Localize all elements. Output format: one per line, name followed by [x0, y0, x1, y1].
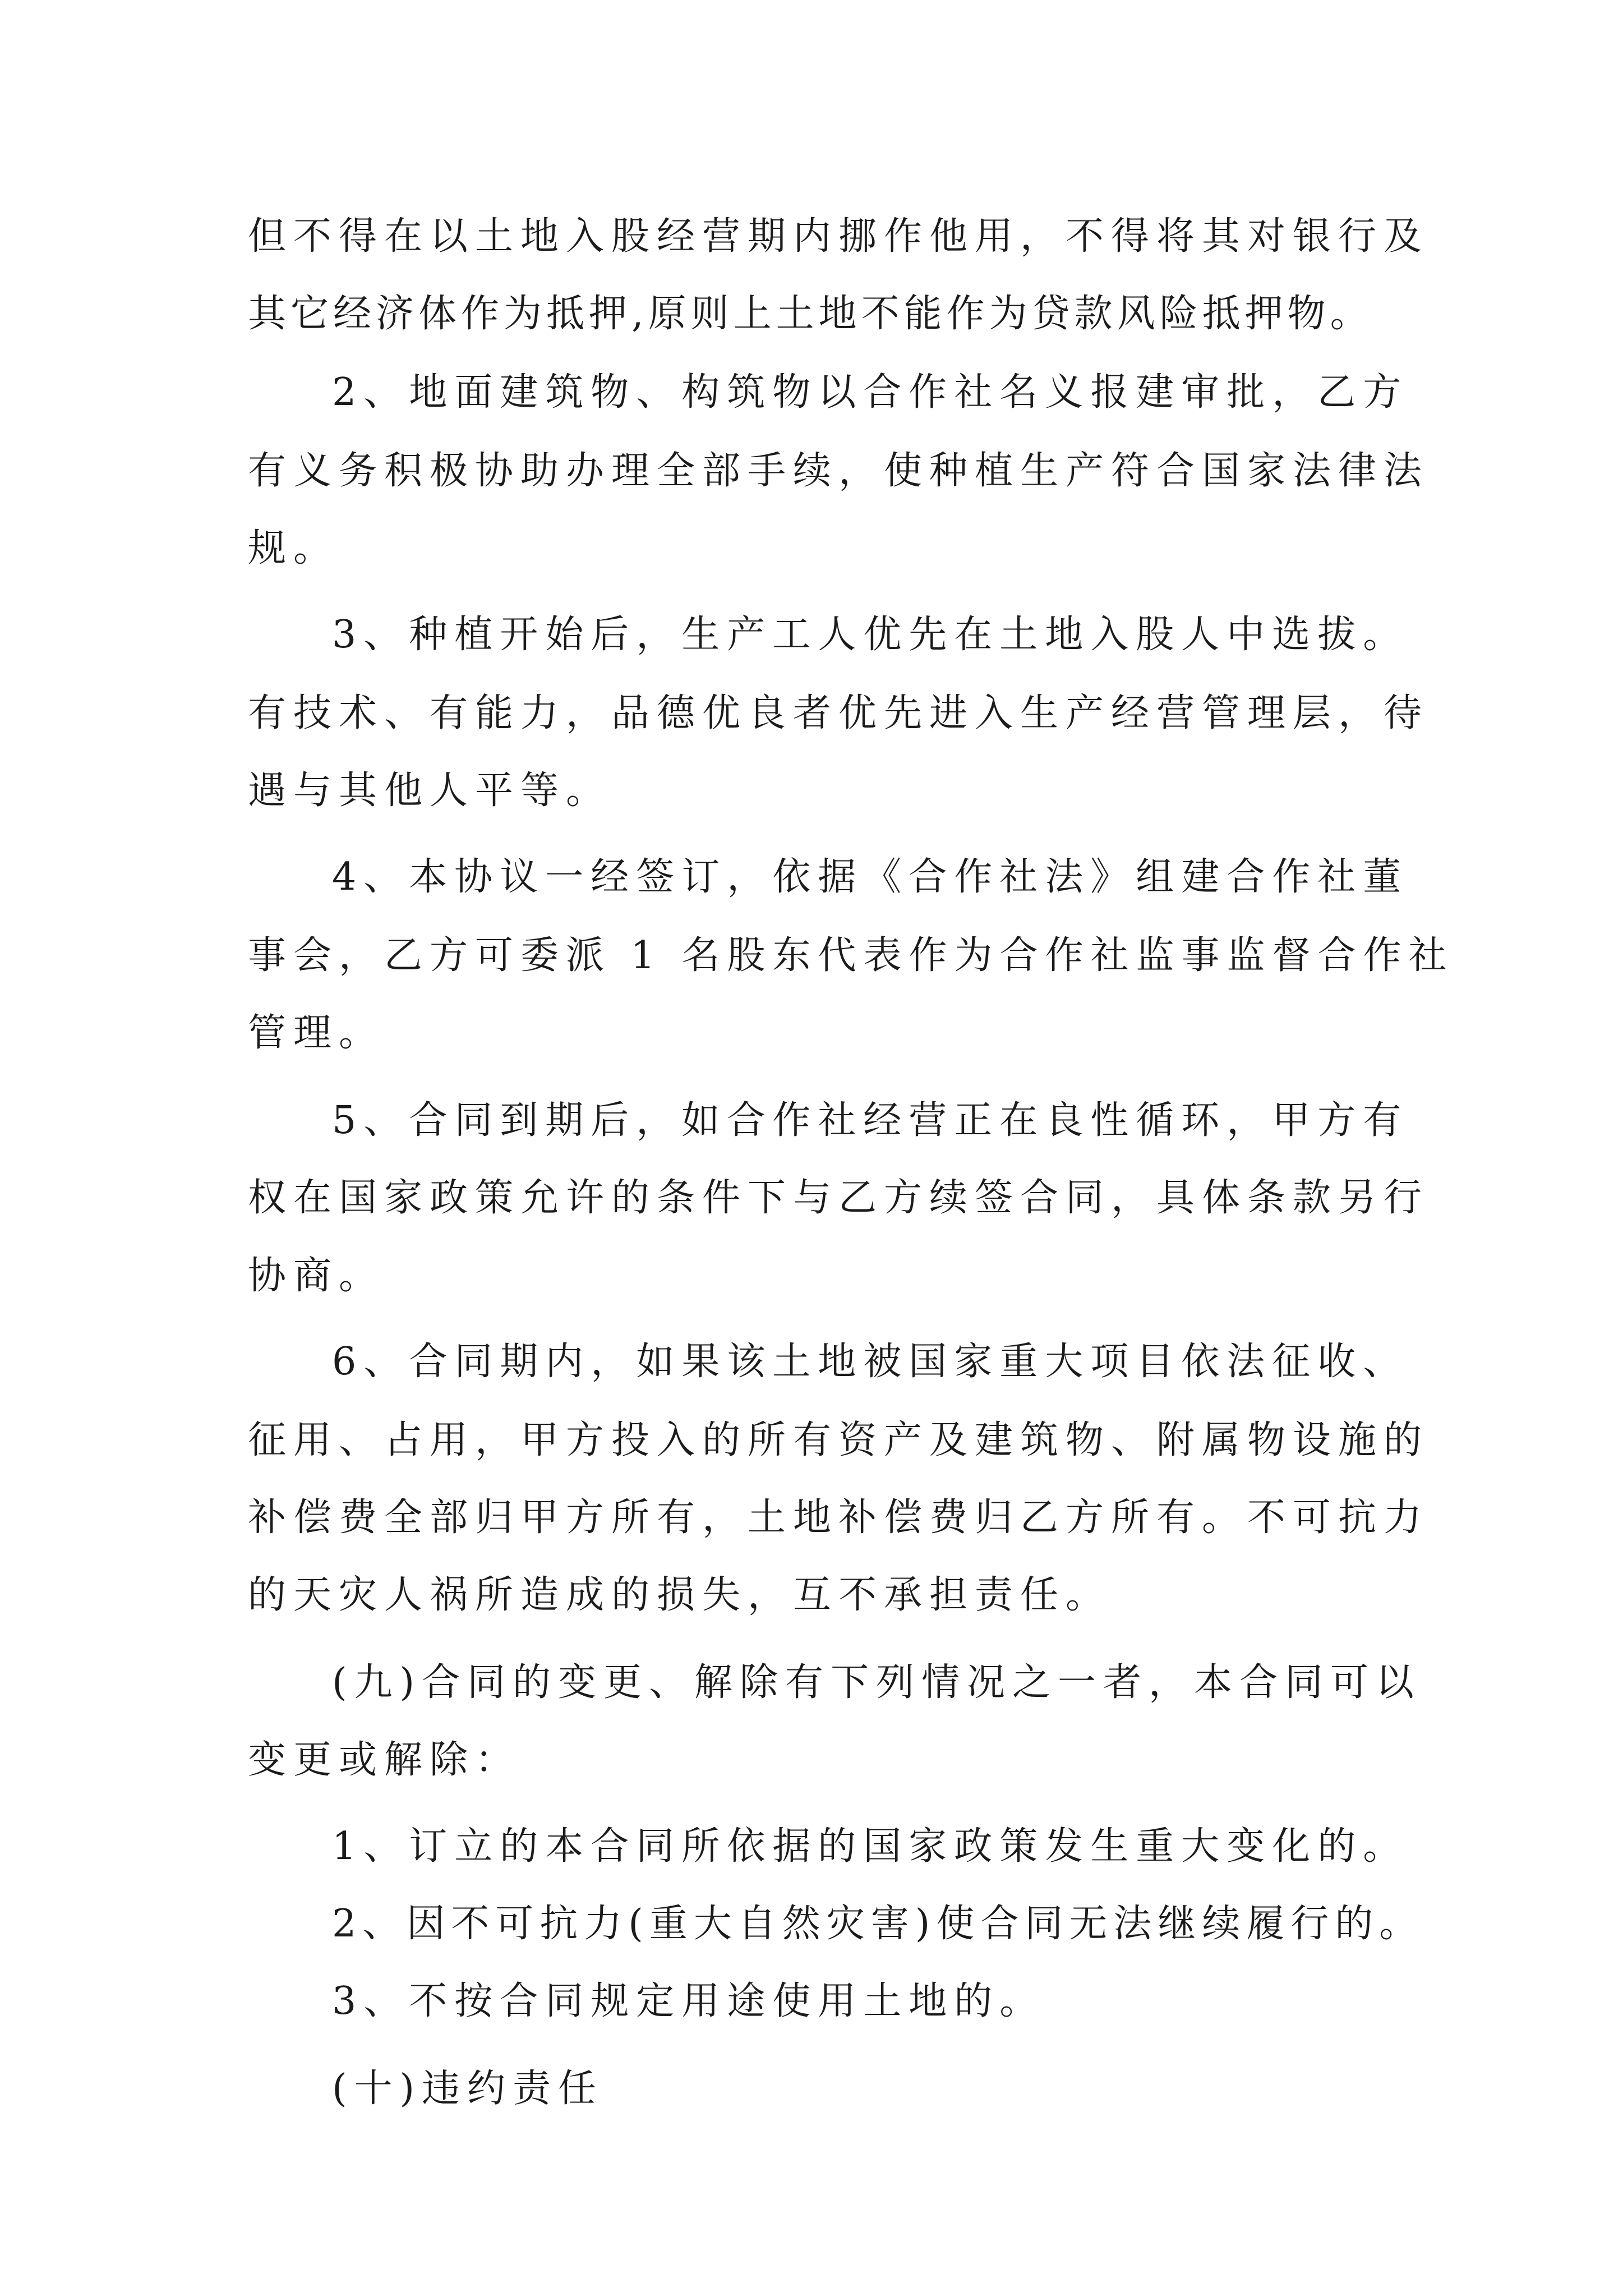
text-line: 变更或解除：	[248, 1738, 521, 1782]
text-line: 有义务积极协助办理全部手续，使种植生产符合国家法律法	[248, 449, 1430, 493]
text-line: 有技术、有能力，品德优良者优先进入生产经营管理层，待	[248, 691, 1430, 735]
text-line: 但不得在以土地入股经营期内挪作他用，不得将其对银行及	[248, 214, 1430, 259]
text-line: 的天灾人祸所造成的损失，互不承担责任。	[248, 1573, 1112, 1617]
paragraph-item-5-line: 5、合同到期后，如合作社经营正在良性循环，甲方有	[332, 1098, 1409, 1143]
section-heading-9: (九)合同的变更、解除有下列情况之一者，本合同可以	[332, 1660, 1422, 1705]
text-line: 遇与其他人平等。	[248, 769, 612, 813]
list-item-2: 2、因不可抗力(重大自然灾害)使合同无法继续履行的。	[332, 1902, 1424, 1946]
paragraph-item-3-line: 3、种植开始后，生产工人优先在土地入股人中选拔。	[332, 613, 1409, 657]
text-line: 事会，乙方可委派 1 名股东代表作为合作社监事监督合作社	[248, 933, 1454, 978]
text-line: 权在国家政策允许的条件下与乙方续签合同，具体条款另行	[248, 1176, 1430, 1220]
text-line: 征用、占用，甲方投入的所有资产及建筑物、附属物设施的	[248, 1418, 1430, 1462]
text-line: 补偿费全部归甲方所有，土地补偿费归乙方所有。不可抗力	[248, 1496, 1430, 1540]
section-heading-10: (十)违约责任	[332, 2067, 604, 2111]
text-line: 协商。	[248, 1254, 385, 1298]
list-item-3: 3、不按合同规定用途使用土地的。	[332, 1979, 1045, 2023]
text-line: 规。	[248, 526, 339, 570]
paragraph-item-4-line: 4、本协议一经签订，依据《合作社法》组建合作社董	[332, 855, 1409, 899]
paragraph-item-2-line: 2、地面建筑物、构筑物以合作社名义报建审批，乙方	[332, 370, 1409, 415]
text-line: 管理。	[248, 1011, 385, 1055]
text-line: 其它经济体作为抵押,原则上土地不能作为贷款风险抵押物。	[248, 292, 1373, 336]
list-item-1: 1、订立的本合同所依据的国家政策发生重大变化的。	[332, 1824, 1409, 1869]
paragraph-item-6-line: 6、合同期内，如果该土地被国家重大项目依法征收、	[332, 1340, 1409, 1384]
